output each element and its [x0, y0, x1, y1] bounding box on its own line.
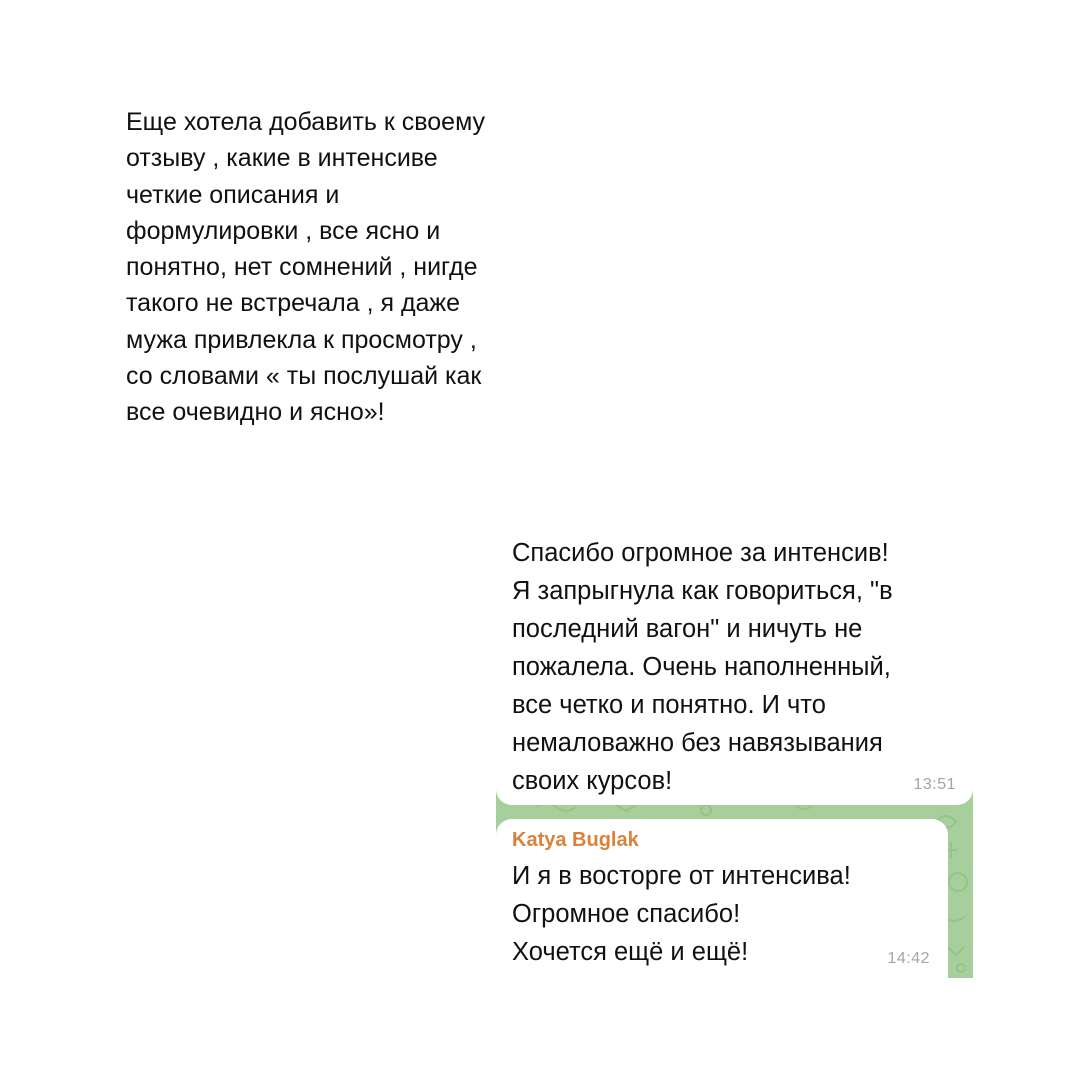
review-line: все очевидно и ясно»!	[126, 398, 385, 427]
review-line: такого не встречала , я даже	[126, 289, 461, 318]
chat-screenshot	[496, 522, 973, 978]
message-line: пожалела. Очень наполненный,	[512, 653, 891, 681]
review-line: понятно, нет сомнений , нигде	[126, 253, 478, 282]
review-line: четкие описания и	[126, 180, 340, 209]
message-text	[512, 534, 893, 800]
message-timestamp: 13:51	[913, 776, 956, 793]
message-line: Я запрыгнула как говориться, "в	[512, 577, 893, 605]
message-line: все четко и понятно. И что	[512, 691, 826, 719]
review-line: Еще хотела добавить к своему	[126, 108, 486, 136]
review-text	[126, 104, 546, 431]
message-line: Огромное спасибо!	[512, 900, 741, 928]
message-text	[512, 857, 851, 971]
message-line: Спасибо огромное за интенсив!	[512, 539, 889, 567]
message-author[interactable]: Katya Buglak	[512, 829, 639, 851]
review-line: со словами « ты послушай как	[126, 362, 482, 391]
review-line: мужа привлекла к просмотру ,	[126, 325, 477, 354]
review-line: отзыву , какие в интенсиве	[126, 144, 438, 173]
message-line: последний вагон" и ничуть не	[512, 615, 863, 643]
message-line: немаловажно без навязывания	[512, 729, 883, 757]
review-line: формулировки , все ясно и	[126, 216, 441, 245]
message-bubble[interactable]	[496, 819, 948, 978]
message-line: Хочется ещё и ещё!	[512, 938, 749, 966]
message-line: И я в восторге от интенсива!	[512, 862, 851, 890]
message-timestamp: 14:42	[887, 950, 930, 967]
message-bubble[interactable]	[496, 522, 973, 805]
message-line: своих курсов!	[512, 767, 673, 795]
